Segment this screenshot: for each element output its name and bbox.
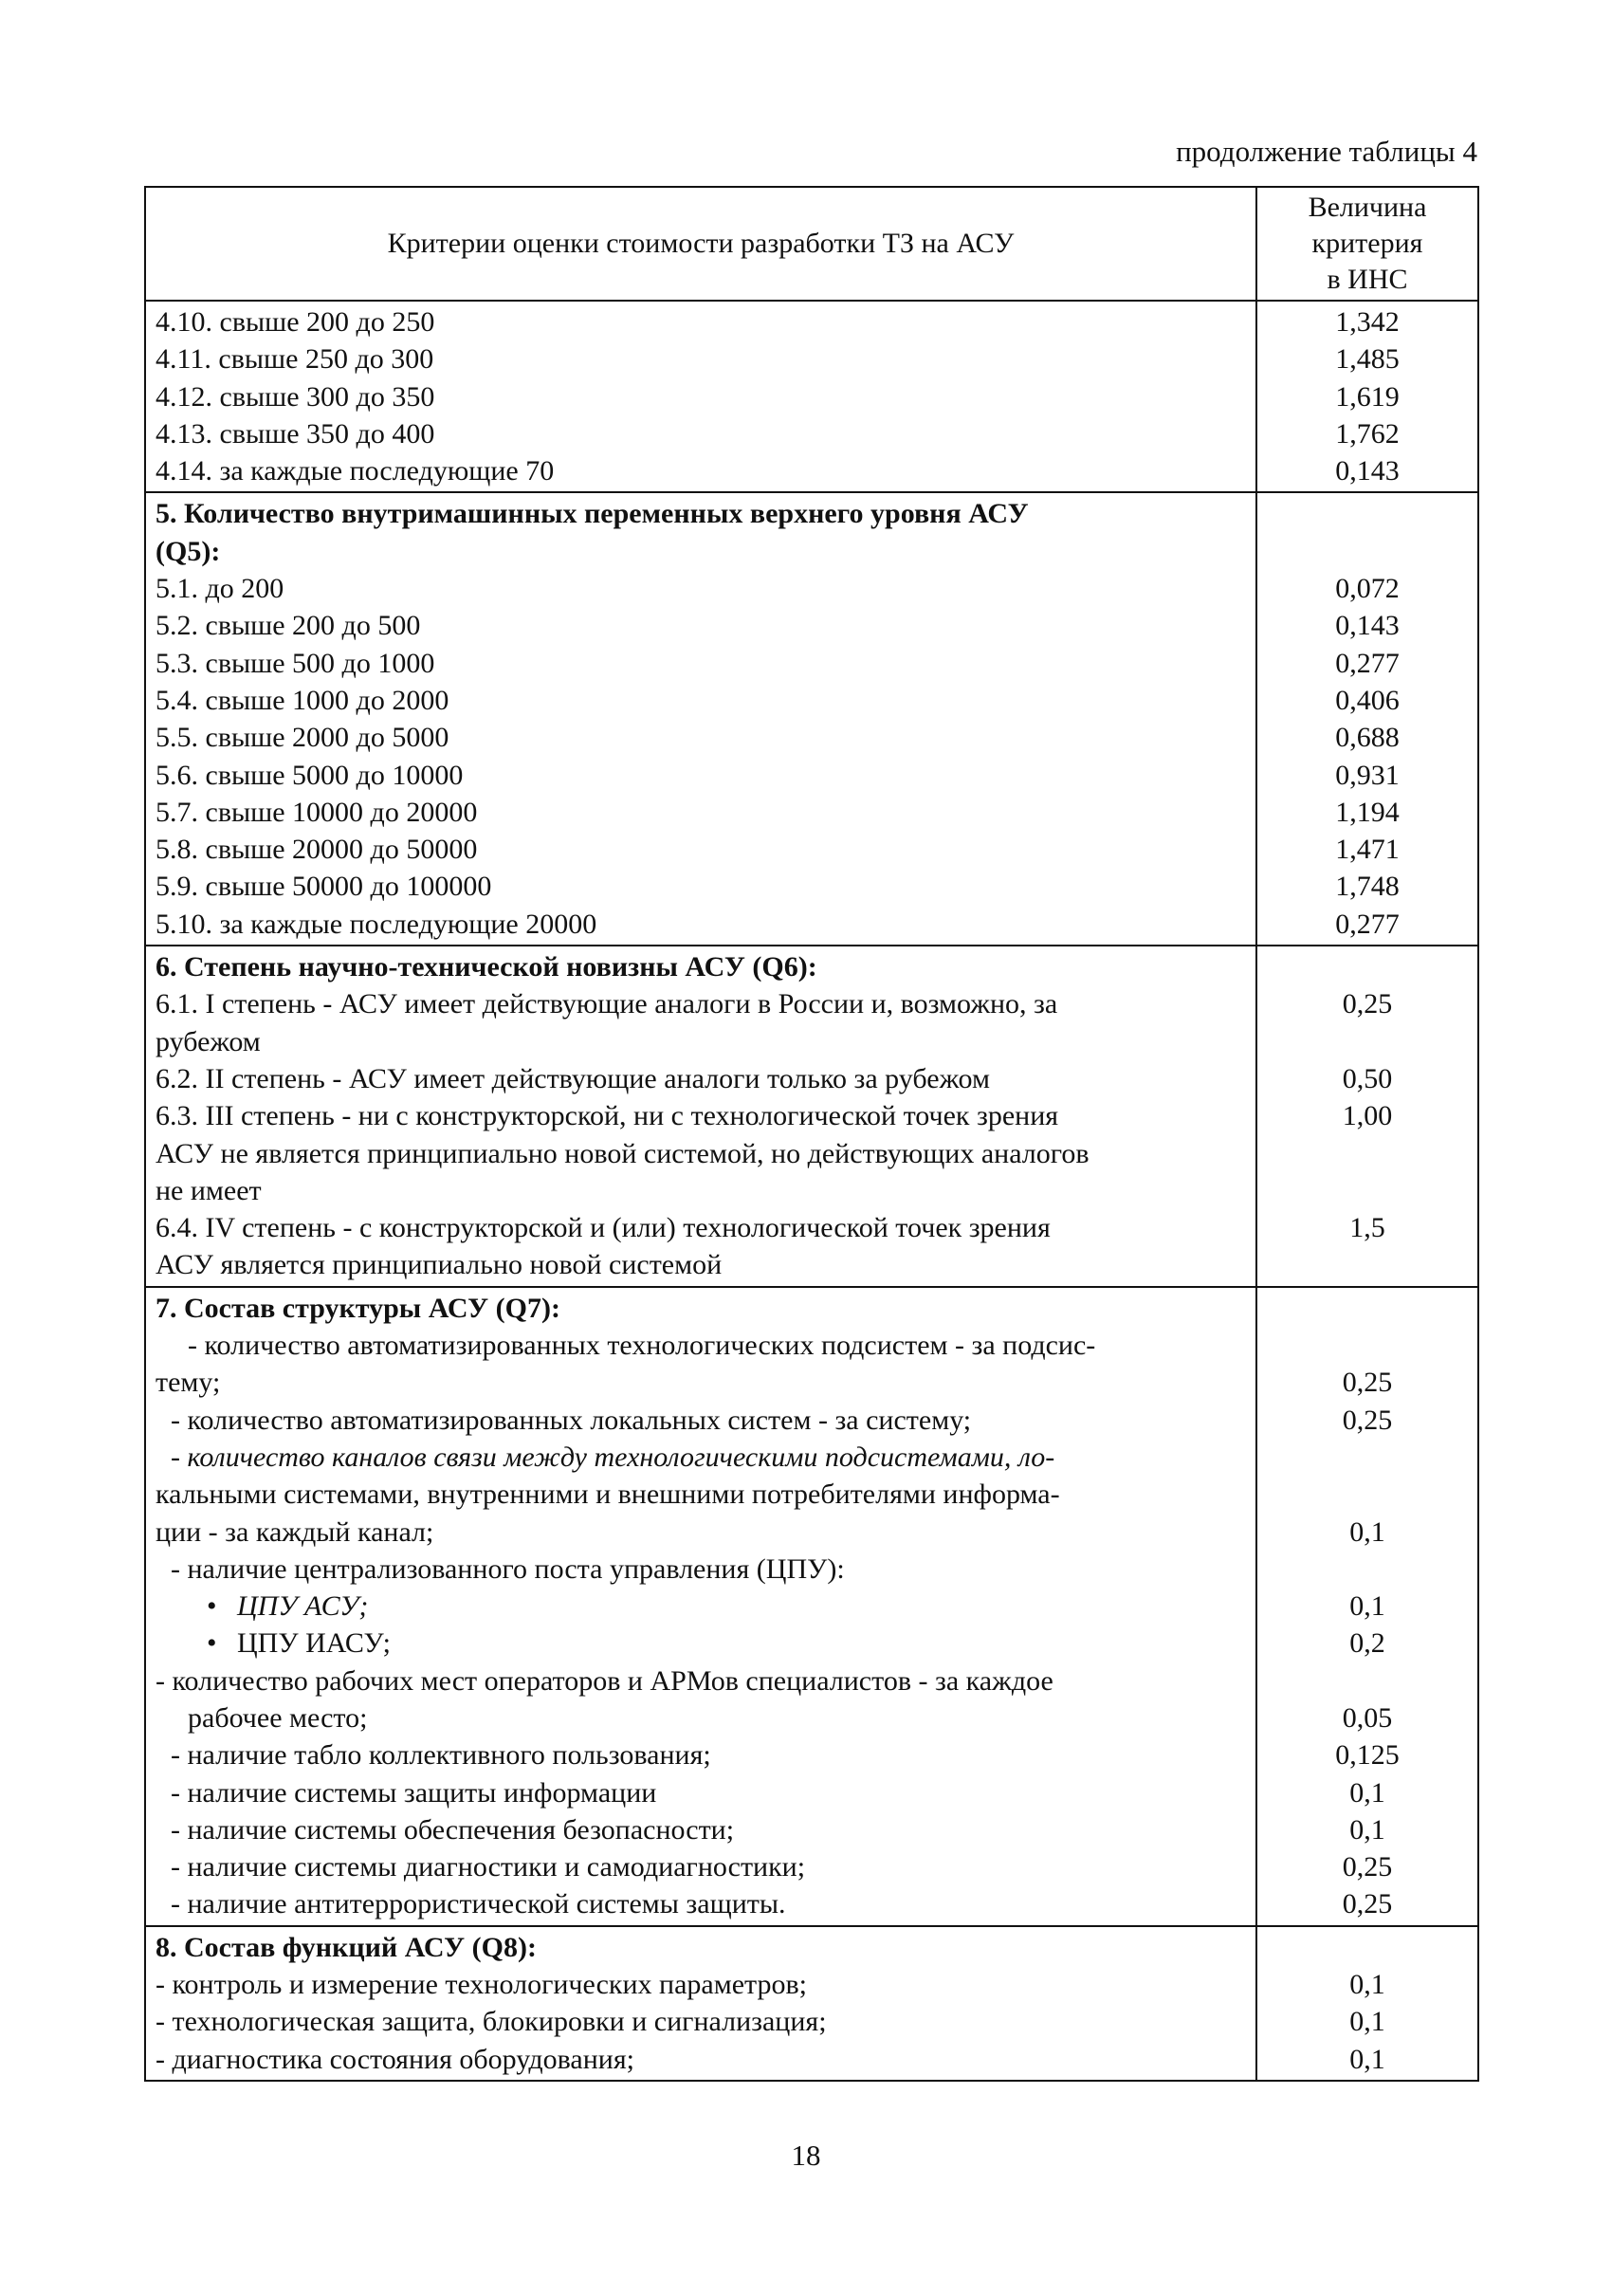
table-section-row	[145, 1926, 1478, 2081]
value-line	[1257, 1290, 1477, 1327]
value-cell	[1256, 492, 1478, 946]
value-line: 0,688	[1335, 722, 1400, 754]
value-line	[1257, 1023, 1477, 1060]
value-line: 0,1	[1349, 1813, 1385, 1846]
criteria-line: - диагностика состояния оборудования;	[156, 2043, 634, 2075]
criteria-line: 6.1. I степень - АСУ имеет действующие аналоги в России и, возможно, за	[156, 988, 1058, 1020]
value-cell	[1256, 301, 1478, 492]
criteria-line: 4.13. свыше 350 до 400	[156, 417, 435, 450]
criteria-line: 6. Степень научно-технической новизны АСУ (Q6):	[156, 951, 817, 983]
value-line: 0,25	[1342, 1851, 1393, 1883]
criteria-line: 5.10. за каждые последующие 20000	[156, 908, 597, 940]
criteria-line: 6.4. IV степень - с конструкторской и (или) технологической точек зрения	[156, 1212, 1051, 1244]
criteria-line: 5.1. до 200	[156, 573, 284, 605]
criteria-line: АСУ не является принципиально новой системой, но действующих аналогов	[156, 1137, 1090, 1169]
criteria-line: 5. Количество внутримашинных переменных верхнего уровня АСУ	[156, 498, 1029, 530]
value-line	[1257, 1439, 1477, 1476]
value-header-line: в ИНС	[1327, 264, 1408, 295]
value-line	[1257, 1476, 1477, 1513]
table-section-row	[145, 1287, 1478, 1926]
value-cell	[1256, 1926, 1478, 2081]
value-line: 0,25	[1342, 1888, 1393, 1920]
value-line	[1257, 1662, 1477, 1699]
criteria-line: 5.6. свыше 5000 до 10000	[156, 759, 464, 791]
value-line: 0,125	[1335, 1739, 1400, 1772]
value-line: 0,1	[1349, 1590, 1385, 1623]
value-line: 0,50	[1342, 1062, 1393, 1094]
value-line: 0,25	[1342, 1367, 1393, 1399]
criteria-line: - количество каналов связи между технологическими подсистемами, ло-	[171, 1441, 1055, 1473]
value-line	[1257, 1246, 1477, 1283]
value-line: 0,05	[1342, 1701, 1393, 1734]
criteria-line: 4.12. свыше 300 до 350	[156, 380, 435, 413]
value-line: 1,762	[1335, 417, 1400, 450]
value-line: 1,748	[1335, 871, 1400, 903]
criteria-line: - наличие централизованного поста управления (ЦПУ):	[171, 1552, 845, 1585]
value-line	[1257, 495, 1477, 532]
criteria-line: 5.2. свыше 200 до 500	[156, 610, 421, 642]
value-line: 0,1	[1349, 2006, 1385, 2038]
criteria-line: не имеет	[156, 1174, 262, 1206]
criteria-line: 7. Состав структуры АСУ (Q7):	[156, 1292, 560, 1324]
value-line: 0,25	[1342, 1404, 1393, 1436]
value-line: 1,342	[1335, 306, 1400, 338]
criteria-line: - количество рабочих мест операторов и АРМов специалистов - за каждое	[156, 1664, 1053, 1697]
table-section-row	[145, 946, 1478, 1287]
value-cell	[1256, 946, 1478, 1287]
value-line: 0,1	[1349, 1515, 1385, 1548]
table-header-row	[145, 187, 1478, 301]
value-line: 0,277	[1335, 908, 1400, 940]
bullet-icon: •	[207, 1627, 217, 1660]
criteria-cell	[145, 1287, 1256, 1926]
criteria-line: тему;	[156, 1367, 221, 1399]
criteria-line: рубежом	[156, 1025, 261, 1057]
criteria-line: 6.3. III степень - ни с конструкторской, ни с технологической точек зрения	[156, 1100, 1059, 1132]
criteria-line: - контроль и измерение технологических параметров;	[156, 1969, 807, 2001]
page-number: 18	[791, 2139, 821, 2172]
criteria-line: - наличие антитеррористической системы защиты.	[171, 1888, 786, 1920]
criteria-line: 8. Состав функций АСУ (Q8):	[156, 1931, 537, 1963]
criteria-line: - наличие табло коллективного пользования;	[171, 1739, 711, 1772]
criteria-line: 5.4. свыше 1000 до 2000	[156, 684, 449, 716]
criteria-line: АСУ является принципиально новой системой	[156, 1249, 723, 1281]
criteria-line: - наличие системы обеспечения безопасности;	[171, 1813, 735, 1846]
criteria-line: ции - за каждый канал;	[156, 1515, 434, 1548]
criteria-line-text: ЦПУ ИАСУ;	[237, 1627, 391, 1660]
criteria-line: 5.7. свыше 10000 до 20000	[156, 796, 478, 828]
criteria-line: 5.3. свыше 500 до 1000	[156, 647, 435, 679]
criteria-line: 4.11. свыше 250 до 300	[156, 343, 434, 376]
value-line: 0,143	[1335, 610, 1400, 642]
bullet-icon: •	[207, 1590, 217, 1623]
criteria-line: (Q5):	[156, 535, 221, 567]
value-line: 0,143	[1335, 455, 1400, 487]
value-line: 1,194	[1335, 796, 1400, 828]
value-header-line: Величина	[1308, 192, 1427, 223]
value-line: 0,277	[1335, 647, 1400, 679]
value-line	[1257, 1172, 1477, 1209]
value-line: 1,619	[1335, 380, 1400, 413]
criteria-line: - технологическая защита, блокировки и сигнализация;	[156, 2006, 827, 2038]
value-line: 1,485	[1335, 343, 1400, 376]
value-header-line: критерия	[1311, 228, 1423, 259]
criteria-line	[156, 1588, 1250, 1625]
table-section-row	[145, 492, 1478, 946]
criteria-line: 6.2. II степень - АСУ имеет действующие аналоги только за рубежом	[156, 1062, 990, 1094]
criteria-line: - количество автоматизированных технологических подсистем - за подсис-	[188, 1330, 1096, 1362]
criteria-line: 5.8. свыше 20000 до 50000	[156, 834, 478, 866]
table-caption: продолжение таблицы 4	[1176, 135, 1477, 168]
criteria-column-header: Критерии оценки стоимости разработки ТЗ на АСУ	[145, 187, 1256, 301]
criteria-line: кальными системами, внутренними и внешними потребителями информа-	[156, 1479, 1060, 1511]
criteria-line: 5.5. свыше 2000 до 5000	[156, 722, 449, 754]
criteria-line: 4.10. свыше 200 до 250	[156, 306, 435, 338]
value-line	[1257, 1135, 1477, 1172]
criteria-line: - количество автоматизированных локальных систем - за систему;	[171, 1404, 972, 1436]
value-line: 0,1	[1349, 2043, 1385, 2075]
criteria-line: - наличие системы защиты информации	[171, 1776, 657, 1809]
value-line: 0,25	[1342, 988, 1393, 1020]
table-section-row	[145, 301, 1478, 492]
criteria-line: - наличие системы диагностики и самодиагностики;	[171, 1851, 806, 1883]
criteria-line: 5.9. свыше 50000 до 100000	[156, 871, 492, 903]
criteria-cell	[145, 946, 1256, 1287]
value-line: 1,00	[1342, 1100, 1393, 1132]
value-line: 1,5	[1349, 1212, 1385, 1244]
value-line: 0,1	[1349, 1776, 1385, 1809]
value-line: 0,931	[1335, 759, 1400, 791]
value-line: 0,072	[1335, 573, 1400, 605]
value-line	[1257, 948, 1477, 985]
criteria-cell	[145, 492, 1256, 946]
criteria-cell	[145, 1926, 1256, 2081]
value-line	[1257, 1929, 1477, 1966]
criteria-line	[156, 1625, 1250, 1662]
table-body	[145, 301, 1478, 2081]
value-line: 1,471	[1335, 834, 1400, 866]
value-line: 0,406	[1335, 684, 1400, 716]
value-column-header	[1256, 187, 1478, 301]
value-line	[1257, 1551, 1477, 1588]
value-line: 0,1	[1349, 1969, 1385, 2001]
criteria-cell	[145, 301, 1256, 492]
criteria-table	[144, 186, 1479, 2082]
value-line: 0,2	[1349, 1627, 1385, 1660]
criteria-line: рабочее место;	[188, 1701, 368, 1734]
criteria-line: 4.14. за каждые последующие 70	[156, 455, 555, 487]
value-line	[1257, 1327, 1477, 1364]
criteria-line-text: ЦПУ АСУ;	[237, 1590, 369, 1623]
value-cell	[1256, 1287, 1478, 1926]
value-line	[1257, 533, 1477, 570]
